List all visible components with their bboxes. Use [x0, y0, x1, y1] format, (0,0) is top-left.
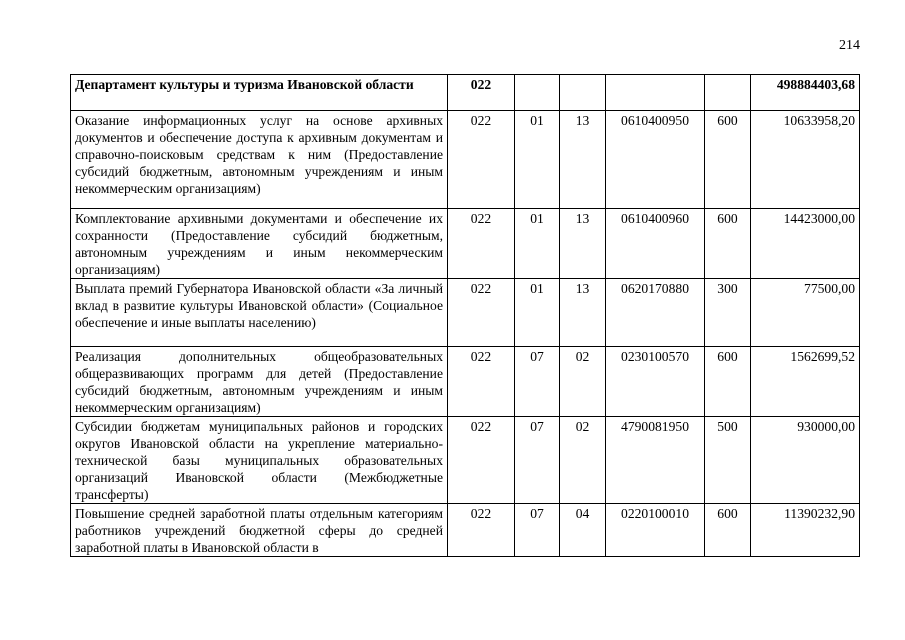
row-subsection-cell: 13	[560, 209, 606, 279]
row-section-cell: 07	[515, 417, 560, 504]
row-code-cell: 022	[448, 347, 515, 417]
row-target-cell: 0610400950	[606, 111, 705, 209]
table-row	[71, 111, 860, 209]
row-type-cell: 300	[705, 279, 751, 347]
row-amount-cell: 11390232,90	[751, 504, 860, 557]
row-target-cell	[606, 75, 705, 111]
row-type-cell: 500	[705, 417, 751, 504]
row-code-cell: 022	[448, 417, 515, 504]
table-row	[71, 504, 860, 557]
budget-table-body	[71, 75, 860, 557]
row-section-cell: 07	[515, 347, 560, 417]
budget-table	[70, 74, 860, 557]
row-section-cell: 07	[515, 504, 560, 557]
row-name-cell: Оказание информационных услуг на основе архивных документов и обеспечение доступа к архивным документам и справочно-поисковым средствам к ним (Предоставление субсидий бюджетным, автономным учреждениям и иным некоммерческим организациям)	[71, 111, 448, 209]
table-row	[71, 209, 860, 279]
row-target-cell: 0610400960	[606, 209, 705, 279]
row-subsection-cell: 13	[560, 279, 606, 347]
row-name-cell: Реализация дополнительных общеобразовательных общеразвивающих программ для детей (Предоставление субсидий бюджетным, автономным учреждениям и иным некоммерческим организациям)	[71, 347, 448, 417]
row-section-cell: 01	[515, 209, 560, 279]
row-type-cell: 600	[705, 504, 751, 557]
row-code-cell: 022	[448, 279, 515, 347]
row-subsection-cell: 13	[560, 111, 606, 209]
row-name-cell: Выплата премий Губернатора Ивановской области «За личный вклад в развитие культуры Ивановской области» (Социальное обеспечение и иные выплаты населению)	[71, 279, 448, 347]
row-name-cell: Комплектование архивными документами и обеспечение их сохранности (Предоставление субсидий бюджетным, автономным учреждениям и иным некоммерческим организациям)	[71, 209, 448, 279]
row-type-cell: 600	[705, 111, 751, 209]
row-target-cell: 4790081950	[606, 417, 705, 504]
row-amount-cell: 10633958,20	[751, 111, 860, 209]
row-subsection-cell: 02	[560, 347, 606, 417]
row-name-cell: Департамент культуры и туризма Ивановской области	[71, 75, 448, 111]
row-name-cell: Субсидии бюджетам муниципальных районов и городских округов Ивановской области на укрепление материально-технической базы муниципальных образовательных организаций Ивановской области (Межбюджетные трансферты)	[71, 417, 448, 504]
row-type-cell: 600	[705, 209, 751, 279]
table-row	[71, 417, 860, 504]
row-type-cell	[705, 75, 751, 111]
row-subsection-cell: 04	[560, 504, 606, 557]
row-target-cell: 0230100570	[606, 347, 705, 417]
row-code-cell: 022	[448, 209, 515, 279]
row-name-cell: Повышение средней заработной платы отдельным категориям работников учреждений бюджетной сферы до средней заработной платы в Ивановской области в	[71, 504, 448, 557]
row-section-cell	[515, 75, 560, 111]
row-target-cell: 0620170880	[606, 279, 705, 347]
row-amount-cell: 14423000,00	[751, 209, 860, 279]
row-target-cell: 0220100010	[606, 504, 705, 557]
row-subsection-cell	[560, 75, 606, 111]
row-amount-cell: 498884403,68	[751, 75, 860, 111]
row-amount-cell: 77500,00	[751, 279, 860, 347]
row-amount-cell: 930000,00	[751, 417, 860, 504]
row-section-cell: 01	[515, 111, 560, 209]
row-subsection-cell: 02	[560, 417, 606, 504]
department-row	[71, 75, 860, 111]
table-row	[71, 279, 860, 347]
row-code-cell: 022	[448, 504, 515, 557]
row-type-cell: 600	[705, 347, 751, 417]
row-section-cell: 01	[515, 279, 560, 347]
page-number: 214	[839, 38, 860, 53]
table-row	[71, 347, 860, 417]
row-code-cell: 022	[448, 75, 515, 111]
row-amount-cell: 1562699,52	[751, 347, 860, 417]
row-code-cell: 022	[448, 111, 515, 209]
